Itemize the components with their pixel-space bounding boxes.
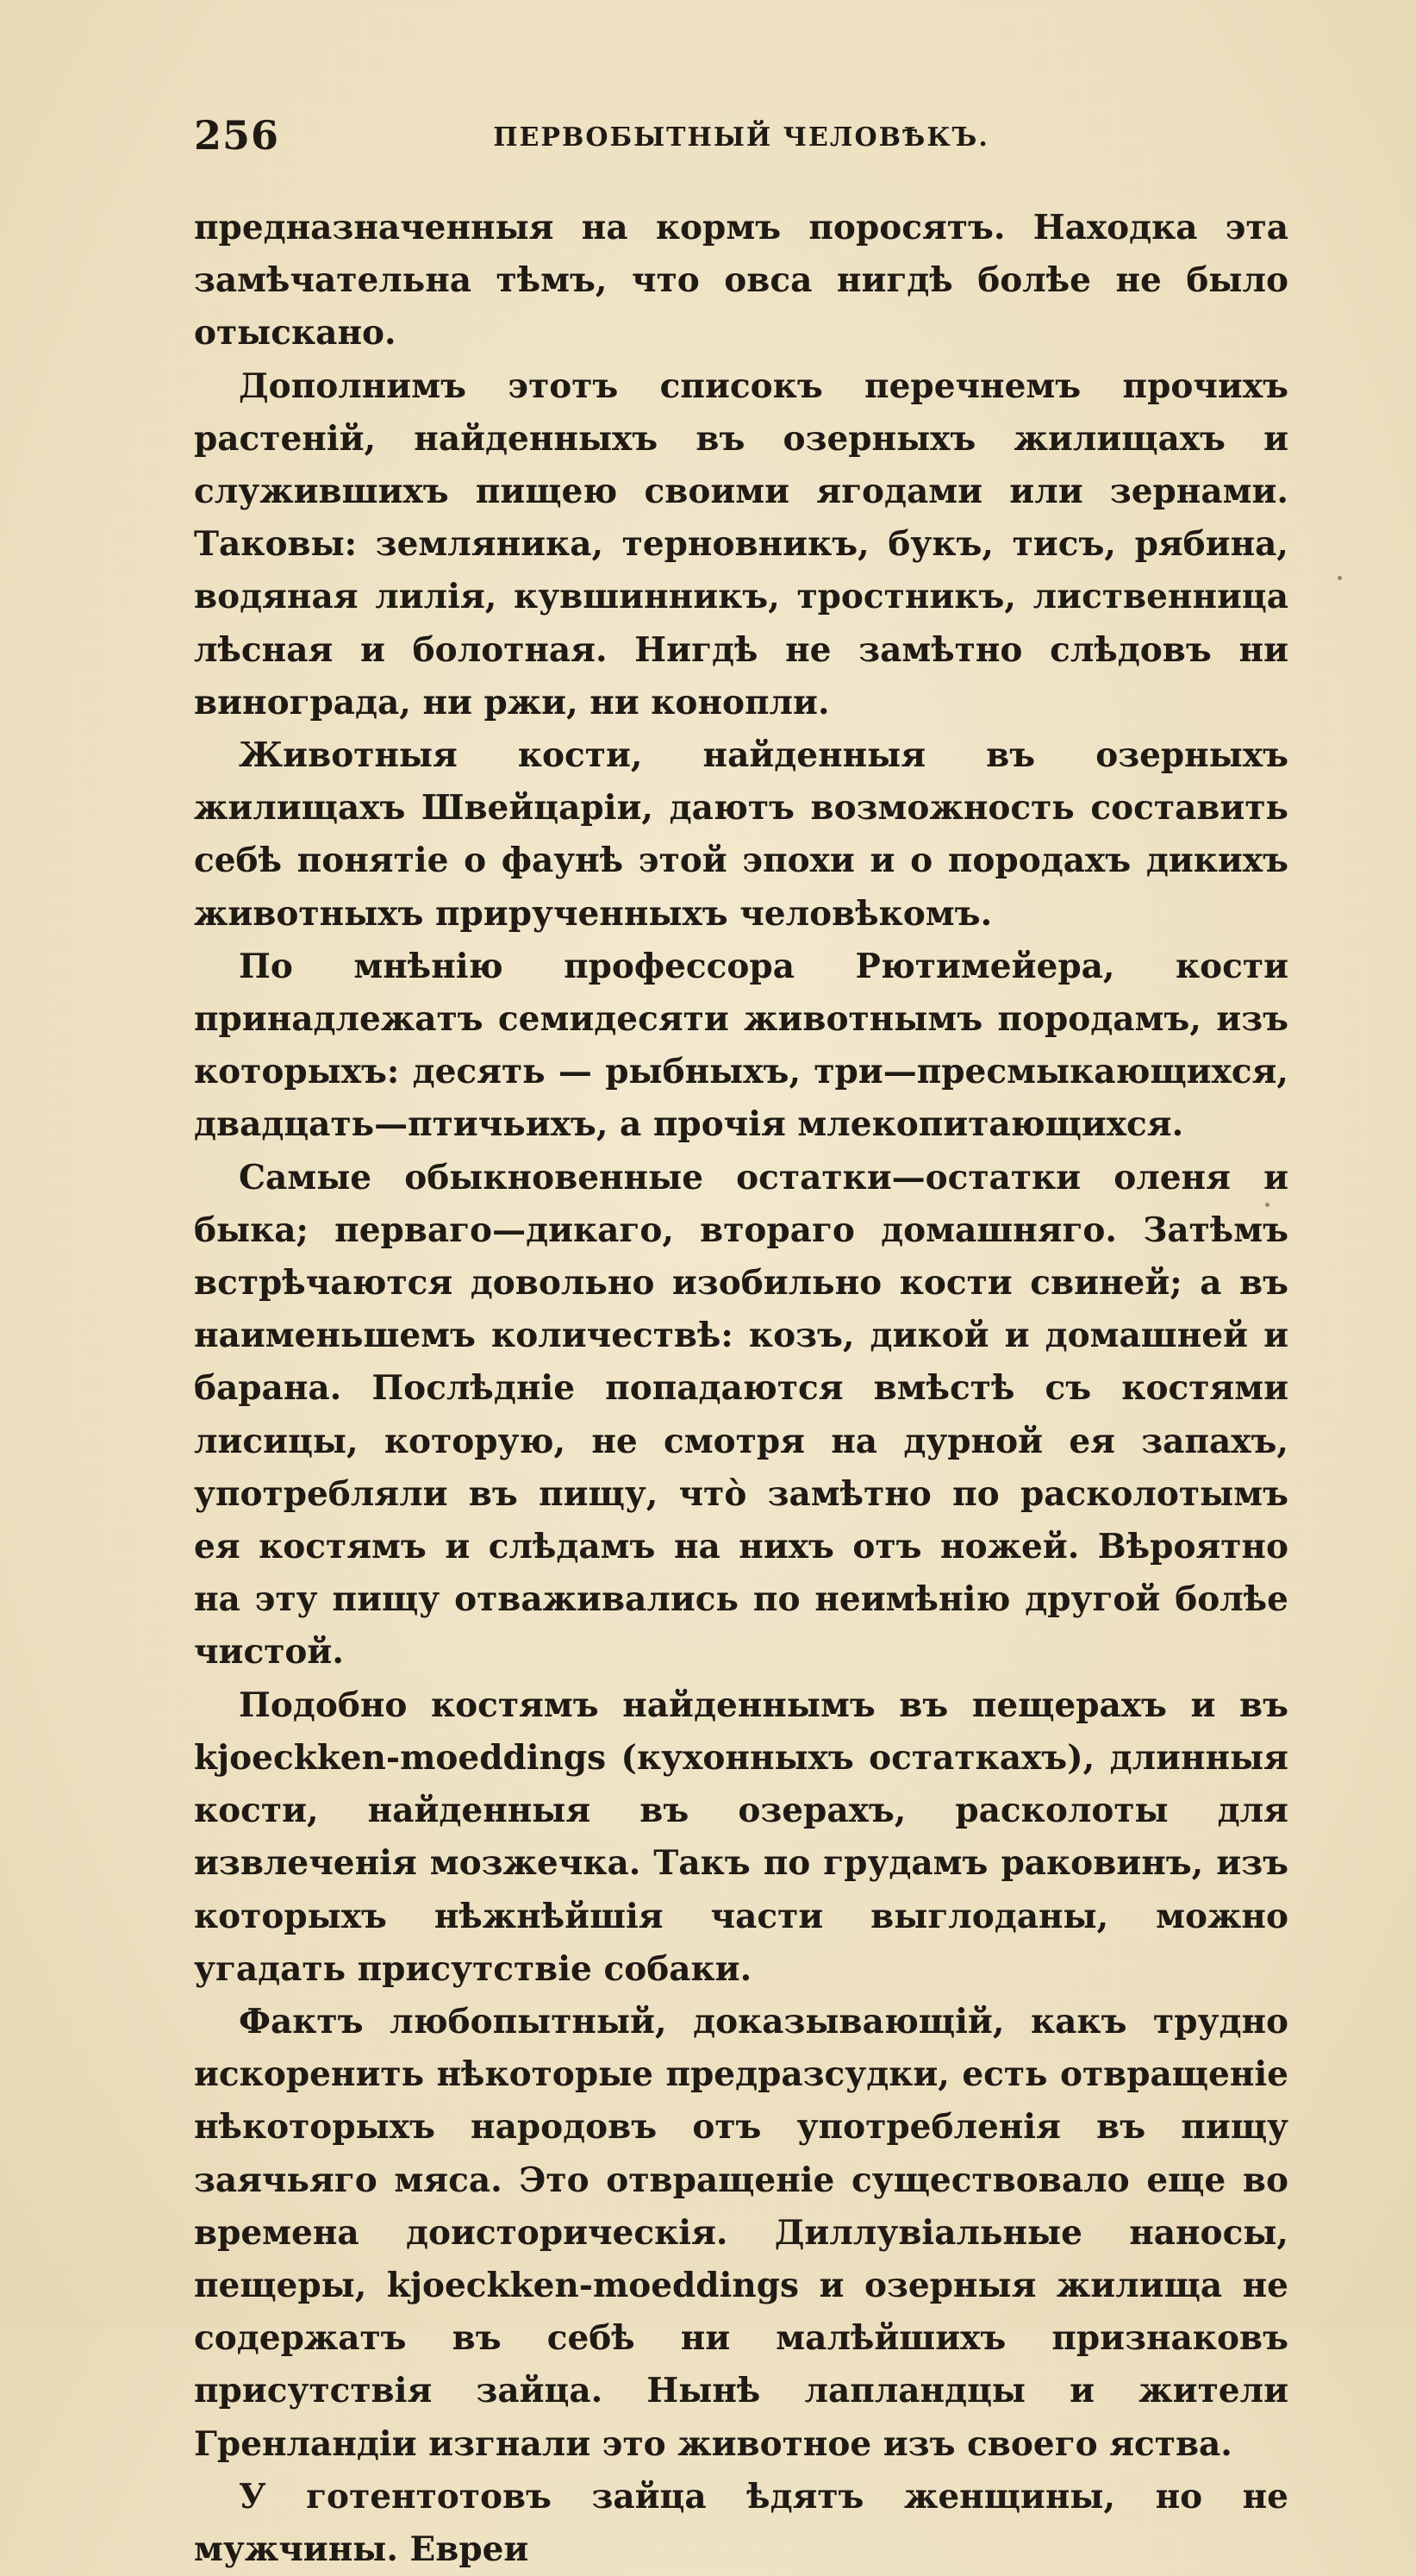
body-text — [194, 202, 1288, 2576]
running-title: ПЕРВОБЫТНЫЙ ЧЕЛОВѢКЪ. — [493, 122, 989, 153]
paragraph-6: Подобно костямъ найденнымъ въ пещерахъ и въ kjoeckken-moeddings (кухонныхъ остаткахъ), длинныя кости, найденныя въ озерахъ, расколоты для извлеченія мозжечка. Такъ по грудамъ раковинъ, изъ которыхъ нѣжнѣйшія части выглоданы, можно угадать присутствіе собаки. — [194, 1685, 1288, 1989]
ink-speck — [1338, 576, 1342, 580]
paragraph-4: По мнѣнію профессора Рютимейера, кости принадлежатъ семидесяти животнымъ породамъ, изъ которыхъ: десять — рыбныхъ, три—пресмыкающихся, двадцать—птичьихъ, а прочія млекопитающихся. — [194, 946, 1288, 1145]
paragraph-2: Дополнимъ этотъ списокъ перечнемъ прочихъ растеній, найденныхъ въ озерныхъ жилищахъ и служившихъ пищею своими ягодами или зернами. Таковы: земляника, терновникъ, букъ, тисъ, рябина, водяная лилія, кувшинникъ, тростникъ, лиственница лѣсная и болотная. Нигдѣ не замѣтно слѣдовъ ни винограда, ни ржи, ни конопли. — [194, 366, 1288, 722]
book-page — [194, 112, 1288, 2576]
paragraph-3: Животныя кости, найденныя въ озерныхъ жилищахъ Швейцаріи, даютъ возможность составить себѣ понятіе о фаунѣ этой эпохи и о породахъ дикихъ животныхъ прирученныхъ человѣкомъ. — [194, 735, 1288, 934]
ink-speck — [1265, 1203, 1269, 1207]
running-head — [194, 112, 1288, 164]
page-number: 256 — [194, 112, 280, 159]
paragraph-1: предназначенныя на кормъ поросятъ. Находка эта замѣчательна тѣмъ, что овса нигдѣ болѣе не было отыскано. — [194, 208, 1288, 353]
paragraph-5: Самые обыкновенные остатки—остатки оленя и быка; перваго—дикаго, втораго домашняго. Затѣмъ встрѣчаются довольно изобильно кости свиней; а въ наименьшемъ количествѣ: козъ, дикой и домашней и барана. Послѣдніе попадаются вмѣстѣ съ костями лисицы, которую, не смотря на дурной ея запахъ, употребляли въ пищу, что̀ замѣтно по расколотымъ ея костямъ и слѣдамъ на нихъ отъ ножей. Вѣроятно на эту пищу отваживались по неимѣнію другой болѣе чистой. — [194, 1157, 1288, 1673]
paragraph-8: У готентотовъ зайца ѣдятъ женщины, но не мужчины. Евреи — [194, 2476, 1288, 2569]
paragraph-7: Фактъ любопытный, доказывающій, какъ трудно искоренить нѣкоторые предразсудки, есть отвращеніе нѣкоторыхъ народовъ отъ употребленія въ пищу заячьяго мяса. Это отвращеніе существовало еще во времена доисторическія. Диллувіальные наносы, пещеры, kjoeckken-moeddings и озерныя жилища не содержатъ въ себѣ ни малѣйшихъ признаковъ присутствія зайца. Нынѣ лапландцы и жители Гренландіи изгнали это животное изъ своего яства. — [194, 2001, 1288, 2464]
